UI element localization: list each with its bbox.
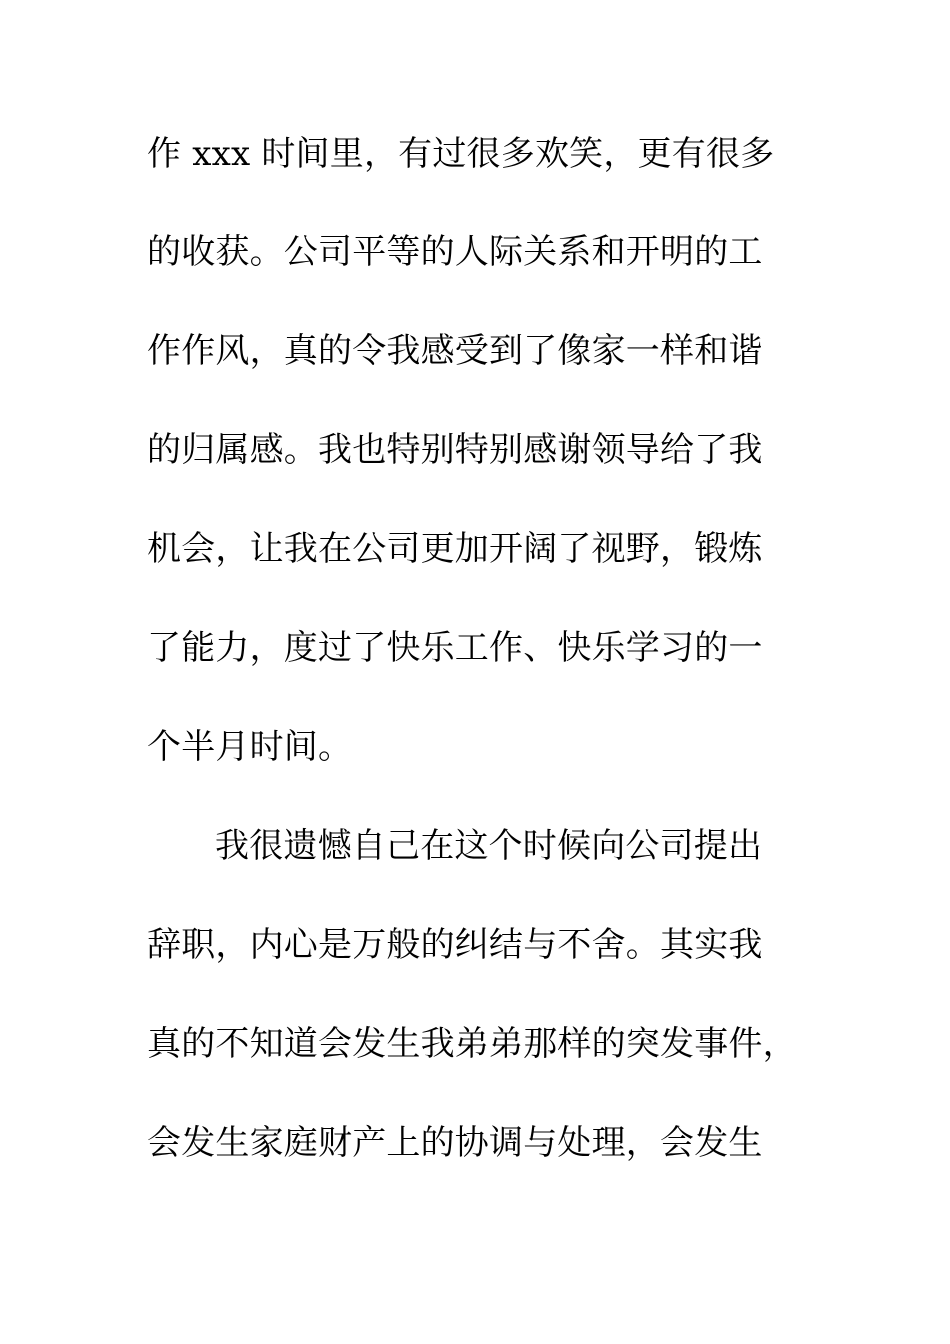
paragraph-line-6: 了能力，度过了快乐工作、快乐学习的一 [147, 628, 763, 668]
paragraph-line-7: 个半月时间。 [147, 727, 353, 767]
paragraph-line-4: 的归属感。我也特别特别感谢领导给了我 [147, 430, 763, 470]
paragraph-line-1: 作 xxx 时间里，有过很多欢笑，更有很多 [147, 134, 775, 174]
paragraph-line-2: 的收获。公司平等的人际关系和开明的工 [147, 232, 763, 272]
paragraph-line-5: 机会，让我在公司更加开阔了视野，锻炼 [147, 529, 763, 569]
paragraph-line-9: 辞职，内心是万般的纠结与不舍。其实我 [147, 925, 763, 965]
paragraph-line-11: 会发生家庭财产上的协调与处理，会发生 [147, 1123, 763, 1163]
paragraph-line-8: 我很遗憾自己在这个时候向公司提出 [215, 826, 763, 866]
paragraph-line-10: 真的不知道会发生我弟弟那样的突发事件， [147, 1024, 797, 1064]
paragraph-line-3: 作作风，真的令我感受到了像家一样和谐 [147, 331, 763, 371]
